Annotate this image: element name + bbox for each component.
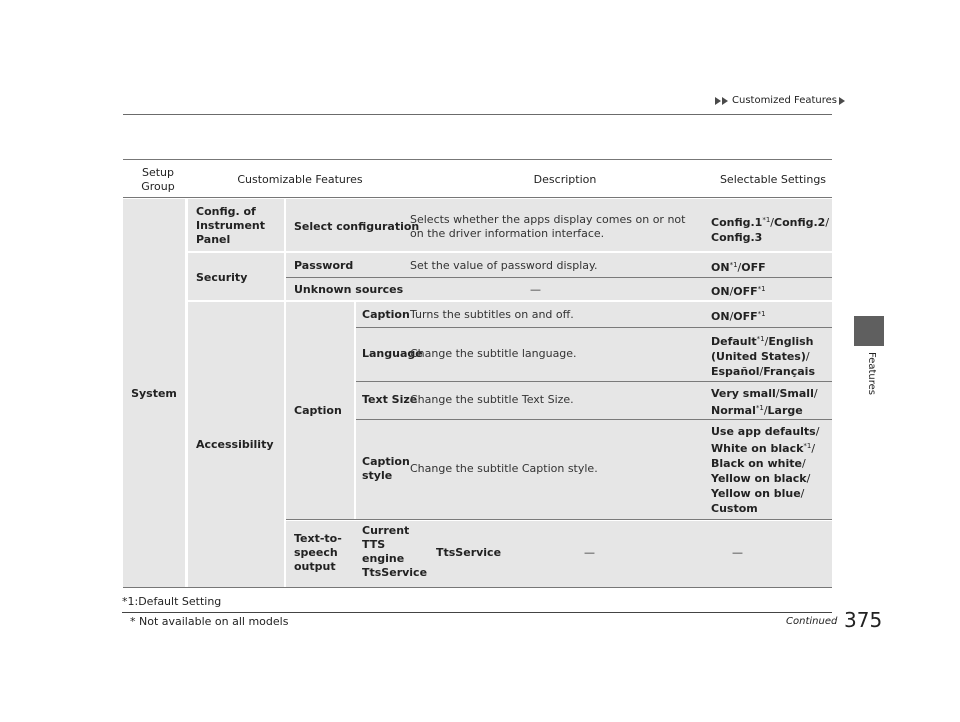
settings-unknown-sources: ON/OFF$^{*1}$: [711, 285, 766, 298]
row-separator: [356, 327, 832, 328]
col-header-setup-group: Setup Group: [141, 166, 175, 193]
col-header-description: Description: [533, 173, 597, 186]
feature-password: Password: [294, 259, 354, 272]
breadcrumb: [715, 95, 846, 106]
description-select-configuration: Selects whether the apps display comes on or not on the driver information interface.: [410, 213, 686, 240]
section-tab: [854, 316, 884, 346]
settings-select-configuration: Config.1$^{*1}$/Config.2/ Config.3: [711, 216, 830, 244]
triangle-right-icon: [839, 97, 845, 105]
description-text-size: Change the subtitle Text Size.: [410, 393, 574, 406]
feature-caption-style: Caption style: [362, 455, 410, 482]
row-separator: [286, 277, 832, 278]
footnote-availability: * Not available on all models: [130, 615, 289, 628]
description-caption-style: Change the subtitle Caption style.: [410, 462, 598, 475]
description-caption: Turns the subtitles on and off.: [410, 308, 574, 321]
page-number: 375: [844, 608, 883, 632]
row-separator: [356, 419, 832, 420]
accessibility-label: Accessibility: [196, 438, 274, 451]
feature-select-configuration: Select configuration: [294, 220, 420, 233]
description-password: Set the value of password display.: [410, 259, 598, 272]
header-rule: [123, 114, 832, 115]
feature-unknown-sources: Unknown sources: [294, 283, 404, 296]
row-separator: [286, 519, 832, 520]
table-bottom-rule: [123, 587, 832, 588]
settings-password: ON$^{*1}$/OFF: [711, 261, 766, 274]
tts-label: Text-to-speech output: [294, 532, 342, 573]
settings-text-size: Very small/Small/ Normal$^{*1}$/Large: [711, 387, 818, 417]
triangle-right-icon: [715, 97, 721, 105]
feature-language: Language: [362, 347, 423, 360]
description-language: Change the subtitle language.: [410, 347, 577, 360]
settings-language: Default$^{*1}$/English (United States)/ Español/Français: [711, 335, 816, 378]
row-separator: [356, 381, 832, 382]
description-unknown-sources: —: [530, 283, 541, 296]
description-tts: —: [584, 546, 595, 559]
continued-label: Continued: [786, 616, 838, 627]
settings-tts: —: [732, 546, 743, 559]
config-label: Config. of Instrument Panel: [196, 205, 265, 246]
table-header-rule: [123, 197, 832, 198]
col-header-customizable-features: Customizable Features: [237, 173, 363, 186]
settings-caption-style: Use app defaults/ White on black$^{*1}$/ Black on white/ Yellow on black/ Yellow on blue/ Custom: [711, 425, 820, 515]
table-top-rule: [123, 159, 832, 160]
caption-group-label: Caption: [294, 404, 342, 417]
triangle-right-icon: [722, 97, 728, 105]
setting-name-ttsservice: TtsService: [436, 546, 502, 559]
feature-current-tts-engine: Current TTS engine TtsService: [362, 524, 428, 579]
group-label-system: System: [131, 387, 177, 400]
col-header-selectable-settings: Selectable Settings: [719, 173, 827, 186]
feature-text-size: Text Size: [362, 393, 418, 406]
breadcrumb-label: Customized Features: [732, 95, 838, 106]
feature-caption: Caption: [362, 308, 410, 321]
settings-caption: ON/OFF$^{*1}$: [711, 310, 766, 323]
security-label: Security: [196, 271, 248, 284]
section-tab-label: Features: [866, 352, 877, 395]
footnote-default-setting: *1:Default Setting: [122, 595, 222, 608]
